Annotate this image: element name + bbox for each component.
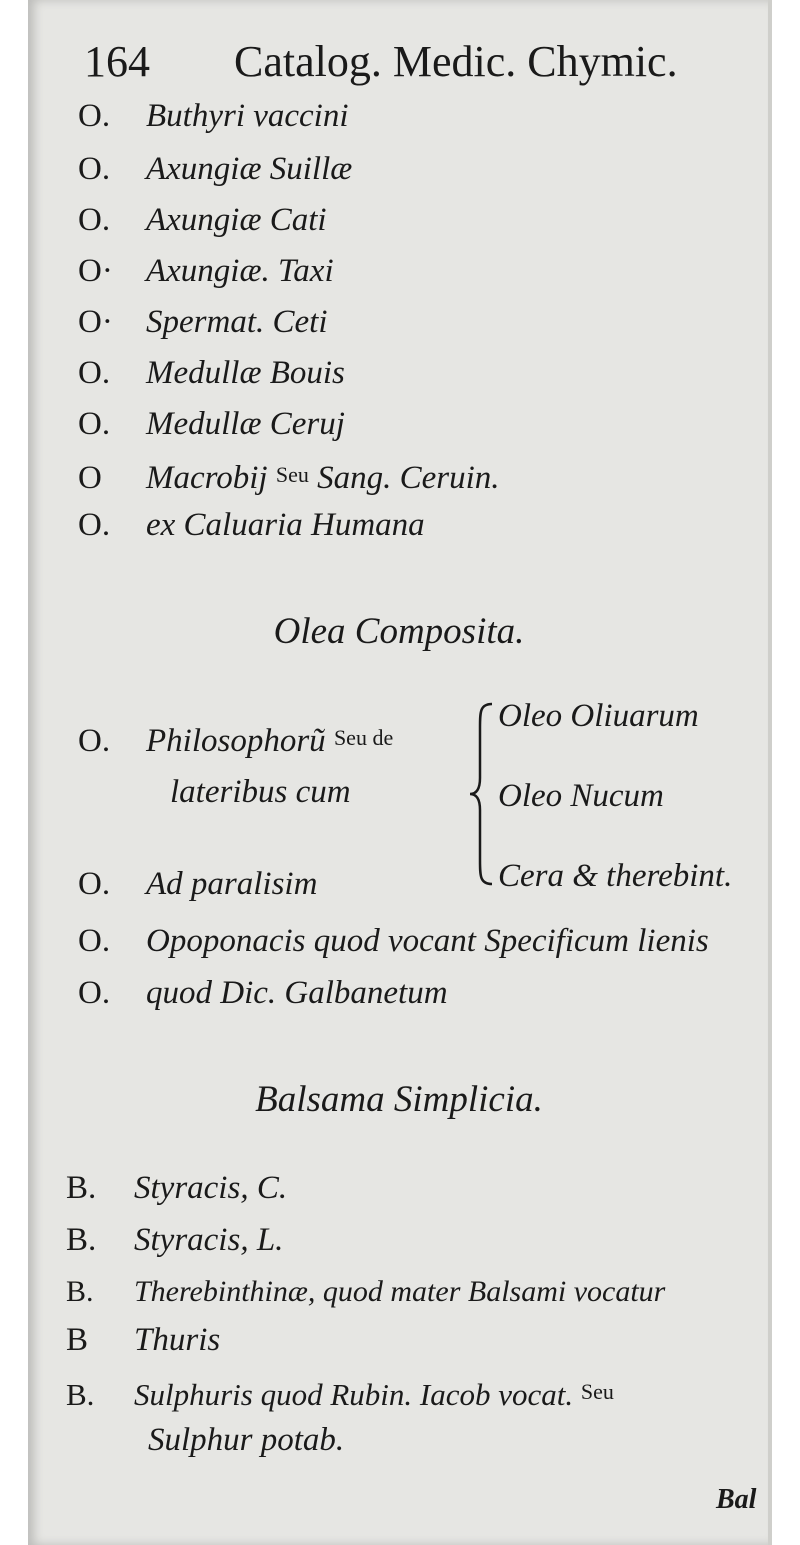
list-item: O. Philosophorũ Seu de — [78, 723, 394, 759]
curly-brace-icon — [468, 698, 498, 890]
list-item: O· Spermat. Ceti — [78, 304, 328, 340]
section-heading-balsama-simplicia: Balsama Simplicia. — [255, 1079, 543, 1120]
list-item-continuation: Sulphur potab. — [148, 1422, 345, 1458]
list-item: B Thuris — [66, 1322, 221, 1358]
list-item: O. quod Dic. Galbanetum — [78, 975, 448, 1011]
list-item: O. Ad paralisim — [78, 866, 318, 902]
list-item: O. Medullæ Ceruj — [78, 406, 345, 442]
list-item: O Macrobij Seu Sang. Ceruin. — [78, 460, 500, 496]
list-item: O. ex Caluaria Humana — [78, 507, 425, 543]
list-item: O. Buthyri vaccini — [78, 98, 349, 134]
book-page — [28, 0, 770, 1545]
running-title: Catalog. Medic. Chymic. — [234, 37, 678, 86]
section-heading-olea-composita: Olea Composita. — [273, 611, 525, 652]
list-item: O. Axungiæ Suillæ — [78, 151, 353, 187]
catchword: Bal — [716, 1484, 757, 1515]
page-number: 164 — [84, 37, 150, 86]
list-item-continuation: lateribus cum — [170, 774, 351, 810]
list-item: B. Styracis, L. — [66, 1222, 284, 1258]
brace-item: Oleo Oliuarum — [498, 698, 699, 734]
list-item: B. Sulphuris quod Rubin. Iacob vocat. Seu — [66, 1377, 614, 1412]
list-item: O. Opoponacis quod vocant Specificum lienis — [78, 923, 709, 959]
list-item: O. Medullæ Bouis — [78, 355, 345, 391]
list-item: B. Styracis, C. — [66, 1170, 288, 1206]
list-item: O· Axungiæ. Taxi — [78, 253, 334, 289]
page-header — [84, 36, 678, 88]
list-item: B. Therebinthinæ, quod mater Balsami vocatur — [66, 1275, 666, 1308]
brace-item: Cera & therebint. — [498, 858, 733, 894]
brace-item: Oleo Nucum — [498, 778, 664, 814]
list-item: O. Axungiæ Cati — [78, 202, 327, 238]
